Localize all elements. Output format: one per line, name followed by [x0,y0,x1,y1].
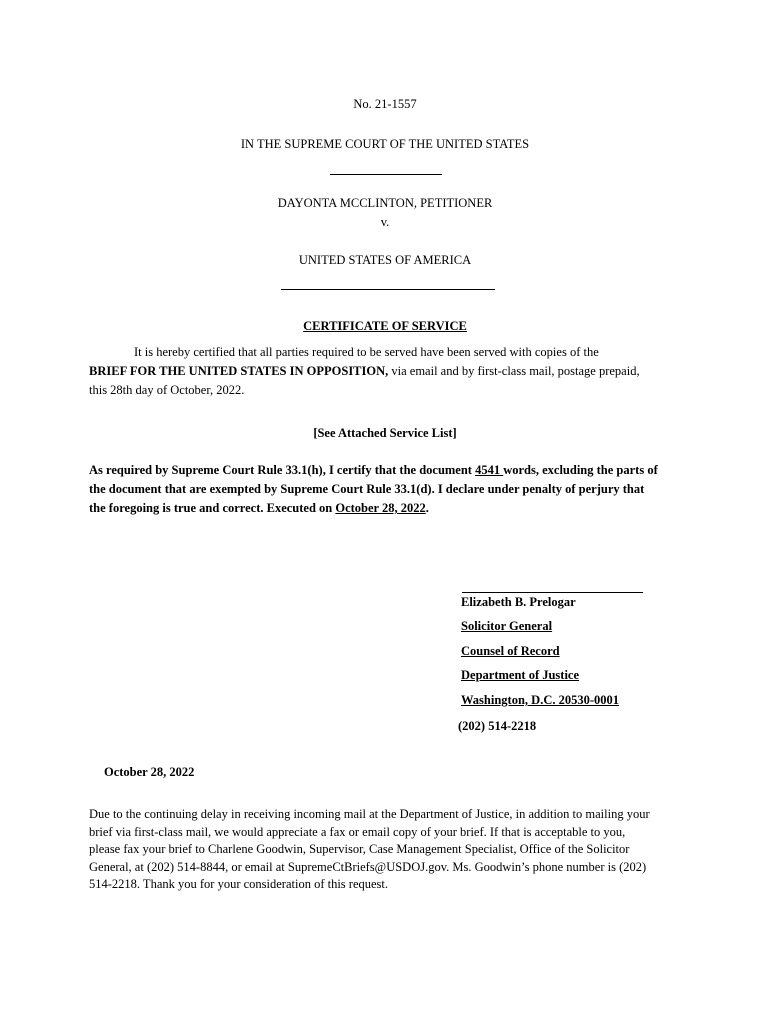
petitioner: DAYONTA MCCLINTON, PETITIONER [277,196,493,210]
certification-paragraph [89,343,729,400]
case-number: No. 21-1557 [353,97,417,111]
certification-date-line: this 28th day of October, 2022. [89,383,245,397]
brief-title: BRIEF FOR THE UNITED STATES IN OPPOSITION, [89,364,389,378]
word-count-line2: the document that are exempted by Supreme Court Rule 33.1(d). I declare under penalty of perjury that [89,482,645,496]
divider [330,174,442,175]
notice-line: please fax your brief to Charlene Goodwin, Supervisor, Case Management Specialist, Office of the Solicitor [89,842,630,856]
divider [281,289,495,290]
word-count-line1: As required by Supreme Court Rule 33.1(h), I certify that the document 4541 words, excluding the parts of [89,463,658,477]
notice-line: Due to the continuing delay in receiving incoming mail at the Department of Justice, in addition to mailing your [89,807,650,821]
signer-address: Washington, D.C. 20530-0001 [461,693,620,707]
certificate-title: CERTIFICATE OF SERVICE [303,319,467,333]
signer-role: Counsel of Record [461,644,560,658]
notice-line: 514-2218. Thank you for your consideration of this request. [89,877,389,891]
execution-date: October 28, 2022 [335,501,426,515]
service-list-note: [See Attached Service List] [313,426,457,440]
word-count-line3: the foregoing is true and correct. Executed on October 28, 2022. [89,501,429,515]
word-count-statement [89,461,739,518]
notice-line: General, at (202) 514-8844, or email at SupremeCtBriefs@USDOJ.gov. Ms. Goodwin’s phone number is (202) [89,859,647,874]
mail-notice [89,806,739,894]
versus: v. [380,215,390,229]
signer-name: Elizabeth B. Prelogar [461,595,576,609]
signer-department: Department of Justice [461,668,580,682]
word-count-number: 4541 [475,463,504,477]
respondent: UNITED STATES OF AMERICA [298,253,472,267]
document-date: October 28, 2022 [104,765,195,779]
certification-rest: via email and by first-class mail, postage prepaid, [388,364,640,378]
court-heading: IN THE SUPREME COURT OF THE UNITED STATES [240,137,530,151]
certification-intro: It is hereby certified that all parties required to be served have been served with copies of the [134,345,599,359]
certification-line2 [89,362,729,381]
notice-line: brief via first-class mail, we would appreciate a fax or email copy of your brief. If that is acceptable to you, [89,824,626,839]
signature-line [462,592,643,593]
signer-title: Solicitor General [461,619,553,633]
signer-phone: (202) 514-2218 [458,719,537,733]
